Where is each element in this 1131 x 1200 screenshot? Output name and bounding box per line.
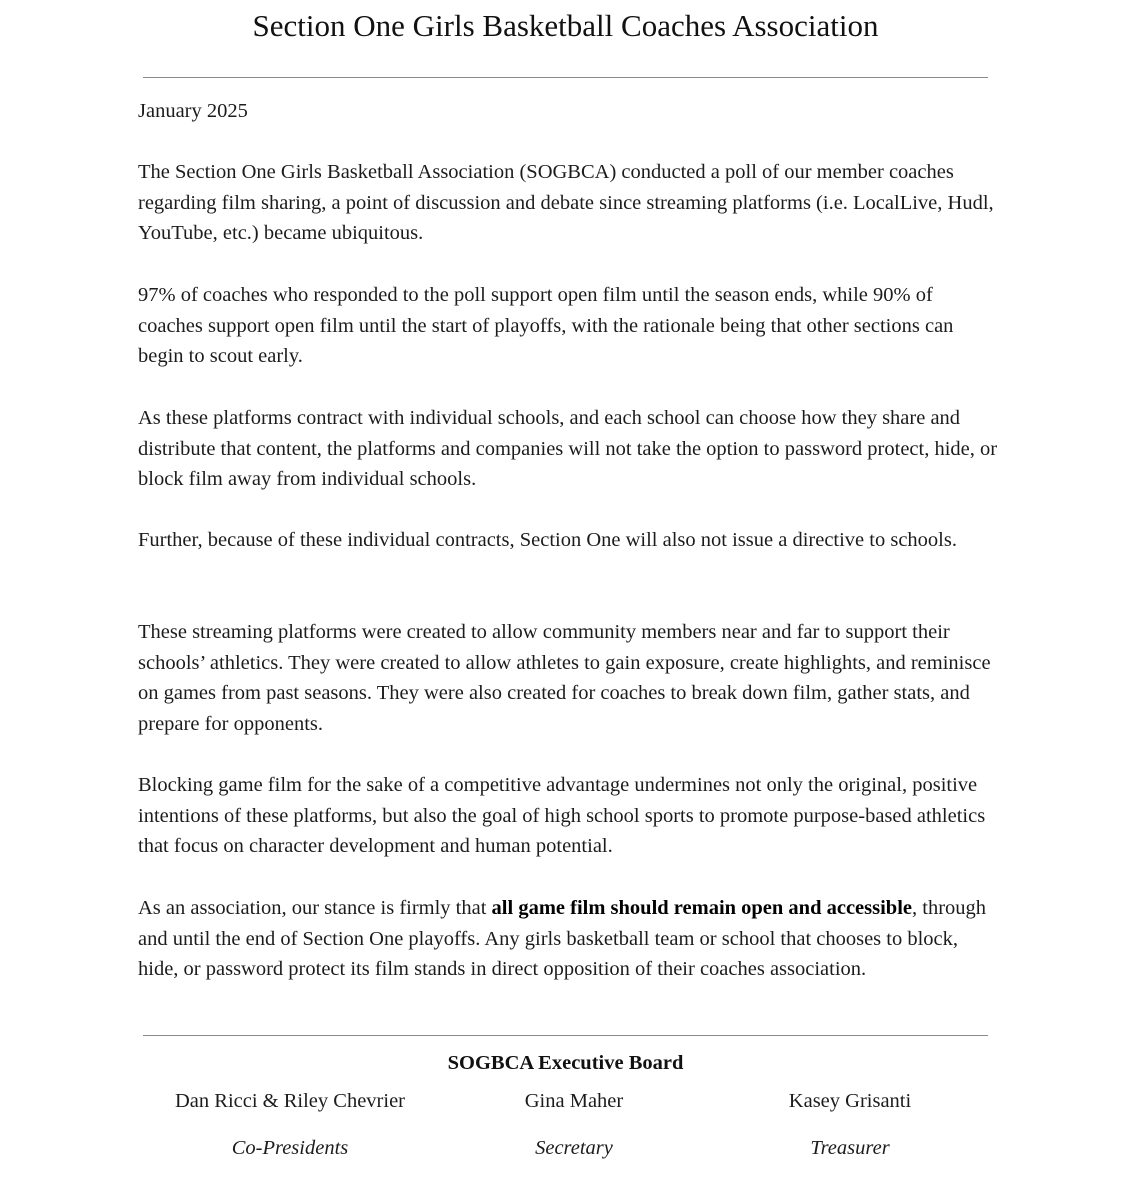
board-member-name: Gina Maher — [524, 1090, 624, 1112]
stance-bold-text: all game film should remain open and accessible — [491, 897, 913, 919]
bottom-divider — [143, 1035, 988, 1036]
paragraph-platform-purpose: These streaming platforms were created to allow community members near and far to support their schools’ athletics. They were created to allow athletes to gain exposure, create highlights, and reminisce on games from past seasons. They were also created for coaches to break down film, gather stats, and prepare for opponents. — [138, 621, 991, 735]
paragraph-platform-contracts: As these platforms contract with individual schools, and each school can choose how they share and distribute that content, the platforms and companies will not take the option to password protect, hide, or block film away from individual schools. — [138, 407, 998, 490]
paragraph-association-stance — [138, 893, 998, 985]
paragraph-poll-results: 97% of coaches who responded to the poll support open film until the season ends, while 90% of coaches support open film until the start of playoffs, with the rationale being that other sections can begin to scout early. — [138, 284, 954, 367]
paragraph-poll-intro: The Section One Girls Basketball Association (SOGBCA) conducted a poll of our member coaches regarding film sharing, a point of discussion and debate since streaming platforms (i.e. LocalLive, Hudl, YouTube, etc.) became ubiquitous. — [138, 161, 994, 244]
document-title: Section One Girls Basketball Coaches Association — [252, 8, 879, 43]
stance-text-after: , through and until the end of Section One playoffs. Any girls basketball team or school that chooses to block, hide, or password protect its film stands in direct opposition of their coaches association. — [138, 897, 987, 980]
paragraph-no-directive: Further, because of these individual contracts, Section One will also not issue a directive to schools. — [138, 529, 957, 551]
board-member-role: Co-Presidents — [231, 1137, 349, 1159]
paragraph-blocking-undermines: Blocking game film for the sake of a competitive advantage undermines not only the original, positive intentions of these platforms, but also the goal of high school sports to promote purpose-based athletics that focus on character development and human potential. — [138, 774, 986, 857]
board-member-role: Secretary — [535, 1137, 613, 1159]
executive-board-title: SOGBCA Executive Board — [447, 1052, 684, 1074]
board-member-role: Treasurer — [810, 1137, 890, 1159]
top-divider — [143, 77, 988, 78]
board-member-name: Dan Ricci & Riley Chevrier — [175, 1090, 405, 1112]
board-member-name: Kasey Grisanti — [788, 1090, 912, 1112]
stance-text-before: As an association, our stance is firmly that — [138, 897, 492, 919]
document-date: January 2025 — [138, 100, 248, 122]
